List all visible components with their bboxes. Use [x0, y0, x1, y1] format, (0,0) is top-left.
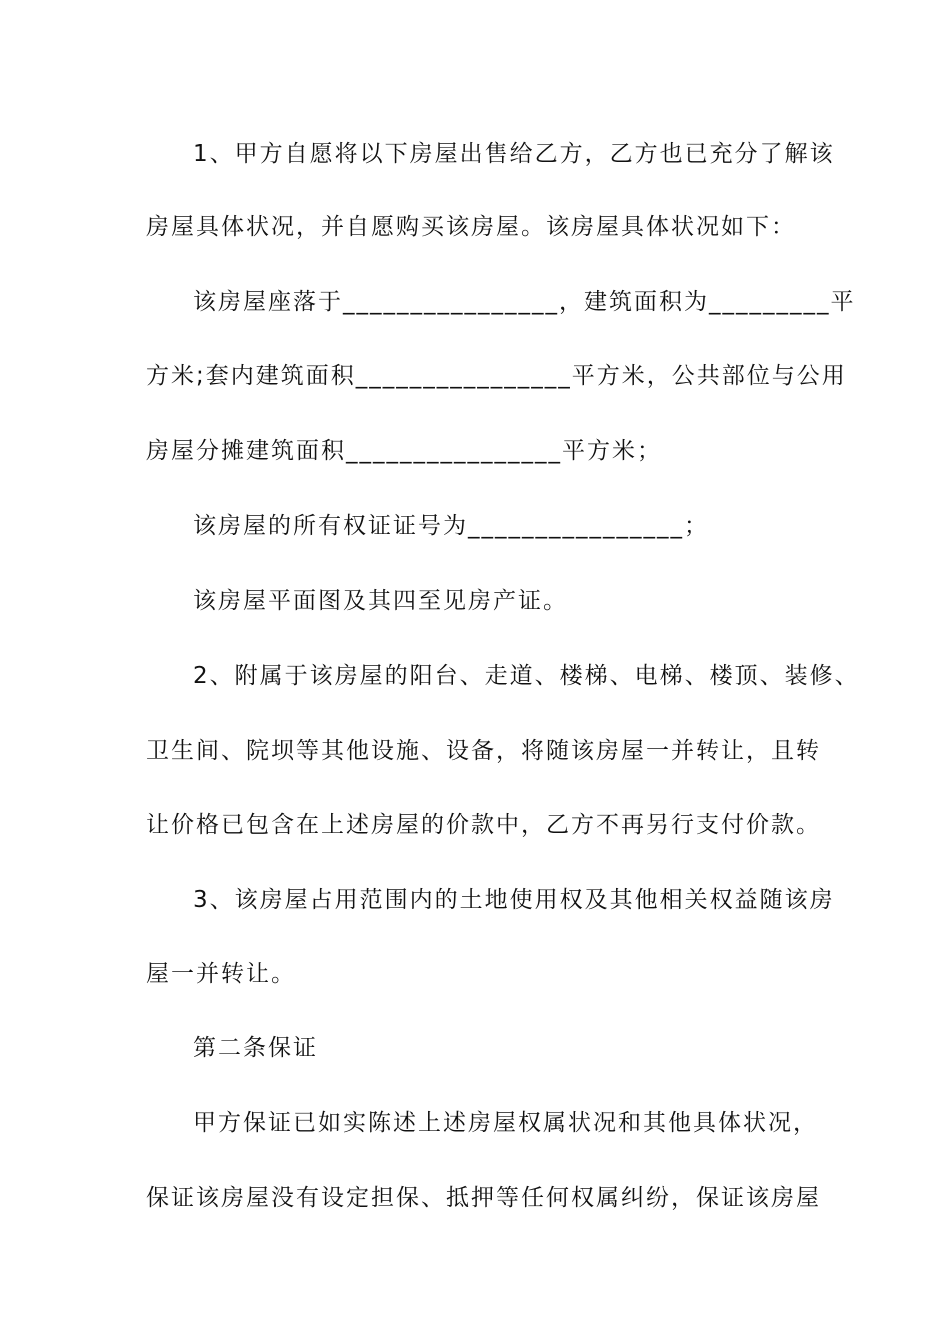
location-area-line-3: 房屋分摊建筑面积________________平方米；	[146, 438, 662, 464]
clause-2-line-1: 2、附属于该房屋的阳台、走道、楼梯、电梯、楼顶、装修、	[193, 663, 860, 689]
clause-1-line-1: 1、甲方自愿将以下房屋出售给乙方，乙方也已充分了解该	[193, 141, 835, 167]
location-area-line-1: 该房屋座落于________________，建筑面积为_________平	[193, 289, 856, 315]
article-2-heading: 第二条保证	[193, 1035, 318, 1061]
guarantee-line-1: 甲方保证已如实陈述上述房屋权属状况和其他具体状况，	[193, 1110, 818, 1136]
clause-2-line-3: 让价格已包含在上述房屋的价款中，乙方不再另行支付价款。	[146, 812, 821, 838]
location-area-line-2: 方米;套内建筑面积________________平方米，公共部位与公用	[146, 363, 847, 389]
clause-3-line-1: 3、该房屋占用范围内的土地使用权及其他相关权益随该房	[193, 887, 835, 913]
guarantee-line-2: 保证该房屋没有设定担保、抵押等任何权属纠纷，保证该房屋	[146, 1185, 821, 1211]
clause-3-line-2: 屋一并转让。	[146, 961, 296, 987]
certificate-number-line: 该房屋的所有权证证号为________________；	[193, 513, 709, 539]
floor-plan-line: 该房屋平面图及其四至见房产证。	[193, 588, 568, 614]
clause-1-line-2: 房屋具体状况，并自愿购买该房屋。该房屋具体状况如下：	[146, 214, 796, 240]
clause-2-line-2: 卫生间、院坝等其他设施、设备，将随该房屋一并转让，且转	[146, 738, 821, 764]
